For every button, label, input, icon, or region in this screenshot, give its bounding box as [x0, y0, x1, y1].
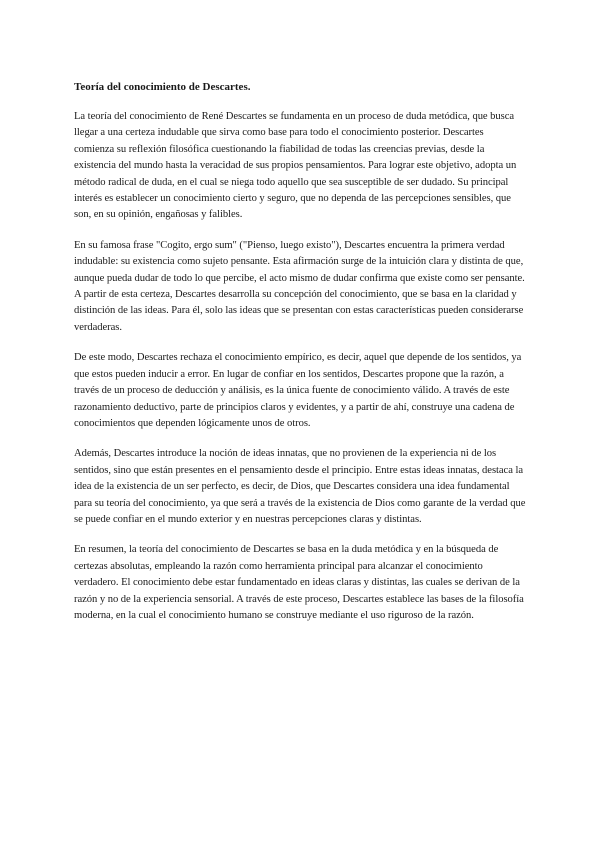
- paragraph-4: Además, Descartes introduce la noción de ideas innatas, que no provienen de la experiencia ni de los sentidos, sino que están presentes en el pensamiento desde el principio. Entre estas ideas innatas, destaca la idea de la existencia de un ser perfecto, es decir, de Dios, que Descartes considera una idea fundamental para su teoría del conocimiento, ya que será a través de la existencia de Dios como garante de la verdad que se puede confiar en el mundo exterior y en nuestras percepciones claras y distintas.: [74, 448, 526, 525]
- paragraph-2: En su famosa frase "Cogito, ergo sum" ("Pienso, luego existo"), Descartes encuentra la primera verdad indudable: su existencia como sujeto pensante. Esta afirmación surge de la intuición clara y distinta de que, aunque pueda dudar de todo lo que percibe, el acto mismo de dudar confirma que existe como ser pensante. A partir de esta certeza, Descartes desarrolla su concepción del conocimiento, que se basa en la claridad y distinción de las ideas. Para él, solo las ideas que se presentan con estas características pueden considerarse verdaderas.: [74, 239, 525, 333]
- paragraph-1: La teoría del conocimiento de René Descartes se fundamenta en un proceso de duda metódica, que busca llegar a una certeza indudable que sirva como base para todo el conocimiento posterior. Descartes comienza su reflexión filosófica cuestionando la fiabilidad de todas las creencias previas, desde la existencia del mundo hasta la veracidad de sus propios pensamientos. Para lograr este objetivo, adopta un método radical de duda, en el cual se niega todo aquello que sea susceptible de ser dudado. Su principal interés es establecer un conocimiento cierto y seguro, que no dependa de las percepciones sensibles, que son, en su opinión, engañosas y falibles.: [74, 111, 517, 221]
- paragraph-5: En resumen, la teoría del conocimiento de Descartes se basa en la duda metódica y en la búsqueda de certezas absolutas, empleando la razón como herramienta principal para alcanzar el conocimiento verdadero. El conocimiento debe estar fundamentado en ideas claras y distintas, las cuales se derivan de la razón y no de la experiencia sensorial. A través de este proceso, Descartes establece las bases de la filosofía moderna, en la cual el conocimiento humano se construye mediante el uso riguroso de la razón.: [74, 544, 524, 621]
- document-page: [74, 79, 526, 638]
- paragraph-3: De este modo, Descartes rechaza el conocimiento empírico, es decir, aquel que depende de los sentidos, ya que estos pueden inducir a error. En lugar de confiar en los sentidos, Descartes propone que la razón, a través de un proceso de deducción y análisis, es la única fuente de conocimiento válido. A través de este razonamiento deductivo, parte de principios claros y evidentes, y a partir de ahí, construye una cadena de conocimientos que dependen lógicamente unos de otros.: [74, 352, 522, 429]
- document-title: Teoría del conocimiento de Descartes.: [74, 81, 251, 93]
